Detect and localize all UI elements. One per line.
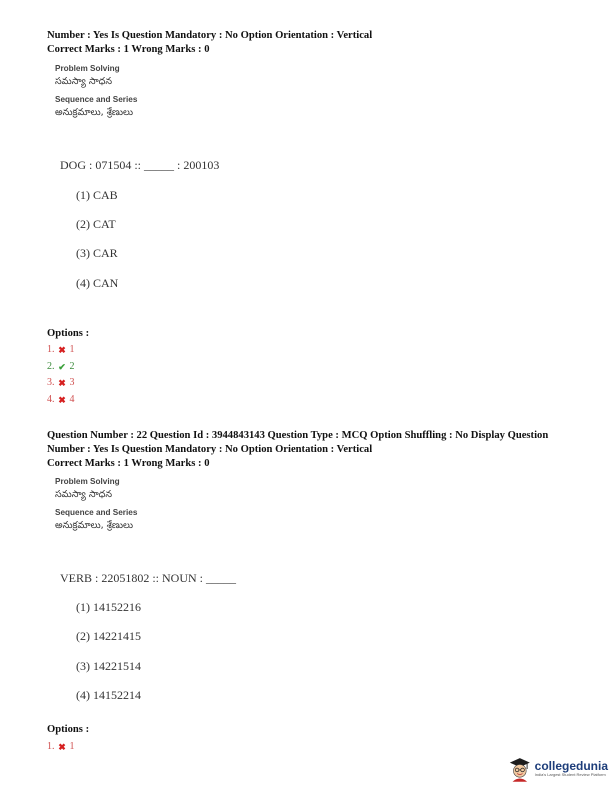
cross-icon: ✖ [58,741,66,752]
q2-header-line-1: Question Number : 22 Question Id : 3944843143 Question Type : MCQ Option Shuffling : No Display Question [47,430,549,441]
student-mascot-icon [508,754,532,784]
q1-header-line: Number : Yes Is Question Mandatory : No Option Orientation : Vertical [47,30,373,41]
q2-choice-4: (4) 14152214 [76,688,141,702]
q2-marks-line: Correct Marks : 1 Wrong Marks : 0 [47,458,210,469]
q2-subcategory-te: అనుక్రమాలు, శ్రేణులు [55,520,134,531]
cross-icon: ✖ [58,394,66,405]
option-value: 1 [69,344,75,355]
q2-choice-1: (1) 14152216 [76,600,141,614]
q1-option-row-2 [47,361,75,372]
q2-question-text: VERB : 22051802 :: NOUN : _____ [60,571,237,585]
q2-choice-3: (3) 14221514 [76,659,141,673]
q2-options-label: Options : [47,724,90,735]
brand-name: collegedunia [534,759,608,773]
q1-option-row-3 [47,377,75,388]
cross-icon: ✖ [58,344,66,355]
option-number: 3. [47,377,55,388]
collegedunia-logo [508,752,608,786]
q1-option-row-4 [47,394,75,405]
q1-category-en: Problem Solving [55,64,120,73]
option-value: 1 [69,741,75,752]
q1-category-te: సమస్యా సాధన [55,76,113,87]
q1-subcategory-te: అనుక్రమాలు, శ్రేణులు [55,107,134,118]
checkmark-icon: ✔ [58,361,66,372]
option-value: 3 [69,377,75,388]
option-number: 1. [47,344,55,355]
q2-category-en: Problem Solving [55,477,120,486]
q1-choice-2: (2) CAT [76,217,116,231]
option-number: 1. [47,741,55,752]
q1-choice-3: (3) CAR [76,246,118,260]
cross-icon: ✖ [58,377,66,388]
q1-question-text: DOG : 071504 :: _____ : 200103 [60,158,220,172]
q2-option-row-1 [47,741,75,752]
q2-category-te: సమస్యా సాధన [55,489,113,500]
option-number: 4. [47,394,55,405]
q1-choice-1: (1) CAB [76,188,118,202]
q2-subcategory-en: Sequence and Series [55,508,138,517]
q2-header-line-2: Number : Yes Is Question Mandatory : No Option Orientation : Vertical [47,444,373,455]
q1-options-label: Options : [47,328,90,339]
brand-tagline: India's Largest Student Review Platform [534,772,606,777]
q1-choice-4: (4) CAN [76,276,119,290]
option-value: 2 [69,361,75,372]
q1-option-row-1 [47,344,75,355]
option-value: 4 [69,394,75,405]
q1-marks-line: Correct Marks : 1 Wrong Marks : 0 [47,44,210,55]
option-number: 2. [47,361,55,372]
q2-choice-2: (2) 14221415 [76,629,141,643]
q1-subcategory-en: Sequence and Series [55,95,138,104]
